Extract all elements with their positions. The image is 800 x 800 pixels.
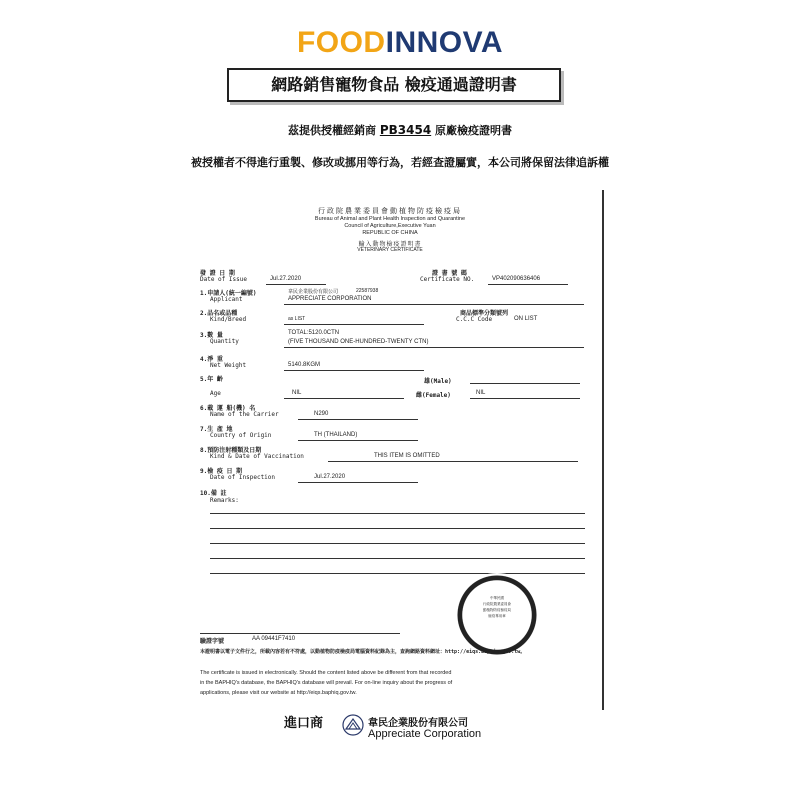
age-label: Age [210,390,221,397]
official-seal [455,573,539,657]
seal-text [479,595,515,619]
seal-line-4: 檢疫專用章 [488,614,506,618]
anti-fake-label: 驗證字號 [200,638,225,645]
age-value: NIL [292,390,302,396]
company-logo-icon [342,714,364,736]
kind-zh: 2.品名或品種 [200,310,238,317]
company-name-zh: 韋民企業股份有限公司 [368,718,468,729]
vacc-label: Kind & Date of Vaccination [210,453,304,460]
brand-logo [0,26,800,60]
weight-label: Net Weight [210,362,247,369]
legal-notice: 被授權者不得進行重製、修改或挪用等行為，若經查證屬實，本公司將保留法律追訴權 [191,156,609,169]
remarks-line-3 [210,543,585,544]
brand-part2: INNOVA [385,26,504,59]
cert-no-value: VP402090636406 [492,276,541,282]
issue-date-zh: 發 證 日 期 [200,270,235,277]
remarks-zh: 10.備 註 [200,490,227,497]
company-name-en: Appreciate Corporation [368,728,482,740]
applicant-zh: 1.申請人(統一編號) [200,290,257,297]
remarks-label: Remarks: [210,497,239,504]
applicant-id: 22587938 [356,288,379,294]
insp-underline [298,482,418,483]
seal-line-1: 中華民國 [490,596,504,600]
kind-value: as LIST [288,316,306,322]
ccc-label: C.C.C Code [456,316,493,323]
carrier-label: Name of the Carrier [210,411,279,418]
issue-date-label: Date of Issue [200,276,247,283]
anti-fake-value: AA 09441F7410 [252,636,296,642]
cert-no-underline [488,284,568,285]
remarks-line-1 [210,513,585,514]
male-underline [470,383,580,384]
age-zh: 5.年 齡 [200,376,223,383]
applicant-underline [284,304,584,305]
male-label: 雄(Male) [424,378,452,385]
issue-date-underline [266,284,326,285]
remarks-line-2 [210,528,585,529]
anti-fake-rule [200,633,400,634]
remarks-line-4 [210,558,585,559]
kind-label: Kind/Breed [210,316,247,323]
insp-value: Jul.27.2020 [314,474,346,480]
carrier-value: N290 [314,411,329,417]
footer-en-3: applications, please visit our website at http://eiqs.baphiq.gov.tw. [200,690,357,696]
vacc-underline [328,461,578,462]
cert-header-agency-en: Bureau of Animal and Plant Health Inspection and Quarantine [314,216,466,222]
dealer-suffix: 原廠檢疫證明書 [435,124,513,137]
applicant-value: APPRECIATE CORPORATION [288,296,372,302]
footer-en-2: in the BAPHIQ's database, the BAPHIQ's database will prevail. For on-line inquiry about the progress of [200,680,453,686]
vacc-value: THIS ITEM IS OMITTED [374,453,440,459]
cert-no-zh: 證 書 號 碼 [432,270,467,277]
kind-underline [284,324,424,325]
weight-value: 5140.8KGM [288,362,321,368]
veterinary-certificate [180,190,600,710]
cert-header-country: REPUBLIC OF CHINA [362,230,418,236]
cert-no-label: Certificate NO. [420,276,475,283]
importer-label: 進口商 [284,716,324,731]
footer-zh: 本證明書以電子文件行之，所載內容若有不符處，以動植物防疫檢疫局電腦資料紀錄為主，查詢網路資料網址：http://eiqs.baphiq.gov.tw。 [200,649,526,655]
cert-header-agency-zh: 行政院農業委員會動植物防疫檢疫局 [318,208,462,215]
carrier-underline [298,419,418,420]
weight-zh: 4.淨 重 [200,356,223,363]
female-value: NIL [476,390,486,396]
qty-zh: 3.數 量 [200,332,223,339]
applicant-label: Applicant [210,296,243,303]
insp-label: Date of Inspection [210,474,276,481]
origin-value: TH (THAILAND) [314,432,358,438]
authorized-dealer-line [0,122,800,138]
ccc-zh: 商品標準分類號列 [460,310,509,317]
origin-underline [298,440,418,441]
importer-company [342,712,532,748]
page-title: 網路銷售寵物食品 檢疫通過證明書 [227,68,561,102]
dealer-prefix: 茲提供授權經銷商 [287,124,376,137]
footer-en-1: The certificate is issued in electronically. Should the content listed above be different from that recorded [200,670,452,676]
qty-label: Quantity [210,338,239,345]
female-label: 雌(Female) [416,392,451,399]
qty-value-1: TOTAL:5120.0CTN [288,330,340,336]
seal-line-2: 行政院農業委員會 [483,602,511,606]
origin-zh: 7.生 產 地 [200,426,233,433]
insp-zh: 9.檢 疫 日 期 [200,468,243,475]
cert-header-council: Council of Agriculture,Executive Yuan [344,223,436,229]
qty-value-2: (FIVE THOUSAND ONE-HUNDRED-TWENTY CTN) [288,339,429,345]
age-underline [284,398,404,399]
weight-underline [284,370,424,371]
brand-part1: FOOD [296,26,386,59]
issue-date-value: Jul.27.2020 [270,276,302,282]
cert-header-title-en: VETERINARY CERTIFICATE [357,247,423,253]
qty-underline [284,347,584,348]
cert-header-title-zh: 輸入動物檢疫證明書 [358,242,422,248]
seal-line-3: 動植物防疫檢疫局 [483,608,511,612]
applicant-zh-value: 韋民企業股份有限公司 [288,289,339,295]
female-underline [470,398,580,399]
certificate-edge [602,190,604,710]
vacc-zh: 8.預防注射種類及日期 [200,447,262,454]
carrier-zh: 6.載 運 船(機) 名 [200,405,256,412]
origin-label: Country of Origin [210,432,272,439]
ccc-value: ON LIST [514,316,538,322]
dealer-code: PB3454 [379,123,432,137]
